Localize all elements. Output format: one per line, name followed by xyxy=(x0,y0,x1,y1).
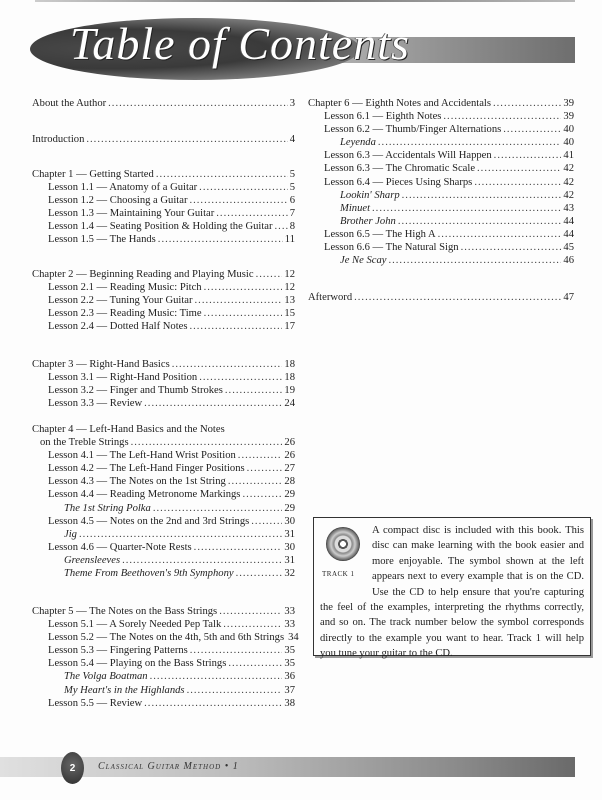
toc-entry-title: Lesson 6.3 — The Chromatic Scale xyxy=(324,163,476,175)
cd-disc-icon xyxy=(326,527,360,561)
toc-entry xyxy=(32,281,295,294)
dot-leader xyxy=(461,241,562,254)
toc-entry xyxy=(32,462,295,475)
dot-leader xyxy=(194,541,283,554)
dot-leader xyxy=(242,488,282,501)
toc-entry-title: Lesson 2.1 — Reading Music: Pitch xyxy=(48,282,202,294)
toc-entry-page: 36 xyxy=(284,671,295,683)
page-title: Table of Contents xyxy=(70,18,410,69)
dot-leader xyxy=(354,291,561,304)
toc-entry xyxy=(32,644,295,657)
cd-info-box xyxy=(313,517,591,660)
toc-entry-title: on the Treble Strings xyxy=(40,437,129,449)
toc-entry-page: 7 xyxy=(289,208,295,220)
toc-entry xyxy=(32,657,295,670)
toc-entry xyxy=(308,254,574,267)
dot-leader xyxy=(187,684,283,697)
toc-entry-title: Chapter 2 — Beginning Reading and Playing Music xyxy=(32,269,254,280)
dot-leader xyxy=(199,371,282,384)
toc-entry xyxy=(32,449,295,462)
toc-entry-page: 27 xyxy=(284,463,295,475)
toc-group xyxy=(32,268,295,333)
toc-entry-page: 40 xyxy=(563,124,574,136)
toc-entry xyxy=(308,215,574,228)
dot-leader xyxy=(150,670,283,683)
dot-leader xyxy=(144,397,282,410)
toc-entry-page: 19 xyxy=(284,385,295,397)
toc-entry-title: Chapter 5 — The Notes on the Bass Strings xyxy=(32,606,218,617)
dot-leader xyxy=(378,136,562,149)
toc-entry xyxy=(32,358,295,371)
dot-leader xyxy=(275,220,288,233)
toc-entry xyxy=(32,397,295,410)
dot-leader xyxy=(190,644,283,657)
toc-entry-page: 41 xyxy=(563,150,574,162)
toc-entry-title: Lesson 6.5 — The High A xyxy=(324,228,436,240)
toc-entry-page: 15 xyxy=(284,308,295,320)
dot-leader xyxy=(493,97,561,110)
toc-entry-title: Lesson 6.4 — Pieces Using Sharps xyxy=(324,176,473,188)
toc-entry xyxy=(32,268,295,281)
toc-entry-page: 42 xyxy=(563,176,574,188)
toc-group xyxy=(32,358,295,410)
toc-entry-page: 30 xyxy=(284,515,295,527)
dot-leader xyxy=(156,168,288,181)
dot-leader xyxy=(219,605,282,618)
toc-entry xyxy=(32,502,295,515)
dot-leader xyxy=(204,281,283,294)
toc-entry-page: 13 xyxy=(284,295,295,307)
toc-entry xyxy=(32,168,295,181)
toc-entry xyxy=(32,515,295,528)
toc-entry-page: 8 xyxy=(289,221,295,233)
dot-leader xyxy=(79,528,282,541)
toc-entry-title: Lesson 4.3 — The Notes on the 1st String xyxy=(48,476,226,488)
toc-entry-page: 31 xyxy=(284,554,295,566)
dot-leader xyxy=(443,110,561,123)
toc-entry xyxy=(32,475,295,488)
toc-entry-title: Chapter 1 — Getting Started xyxy=(32,169,154,180)
toc-entry xyxy=(308,149,574,162)
toc-entry-page: 6 xyxy=(289,195,295,207)
toc-entry-page: 32 xyxy=(284,568,295,580)
dot-leader xyxy=(144,697,282,710)
toc-entry-title: Lesson 4.6 — Quarter-Note Rests xyxy=(48,541,192,553)
toc-entry xyxy=(32,97,295,110)
toc-entry-title: Minuet xyxy=(340,202,371,214)
toc-entry-page: 35 xyxy=(284,645,295,657)
toc-entry xyxy=(32,436,295,449)
dot-leader xyxy=(131,436,283,449)
toc-entry-title: Lesson 5.3 — Fingering Patterns xyxy=(48,645,188,657)
toc-entry-title: Lesson 3.2 — Finger and Thumb Strokes xyxy=(48,385,223,397)
toc-entry xyxy=(32,605,295,618)
toc-entry-page: 39 xyxy=(563,98,574,109)
toc-entry-title: My Heart's in the Highlands xyxy=(64,684,185,696)
dot-leader xyxy=(474,176,561,189)
toc-entry-title: Lesson 6.2 — Thumb/Finger Alternations xyxy=(324,124,502,136)
toc-entry-page: 31 xyxy=(284,528,295,540)
toc-entry-page: 44 xyxy=(563,228,574,240)
toc-entry-page: 44 xyxy=(563,215,574,227)
toc-entry xyxy=(308,241,574,254)
toc-entry-page: 42 xyxy=(563,189,574,201)
toc-entry-page: 17 xyxy=(284,321,295,333)
dot-leader xyxy=(195,294,283,307)
dot-leader xyxy=(402,189,562,202)
toc-entry-title: Lesson 1.2 — Choosing a Guitar xyxy=(48,195,188,207)
toc-entry-page: 42 xyxy=(563,163,574,175)
dot-leader xyxy=(86,133,287,146)
toc-entry-title: Lookin' Sharp xyxy=(340,189,400,201)
toc-entry-page: 26 xyxy=(284,437,295,449)
dot-leader xyxy=(251,515,282,528)
track-label: TRACK 1 xyxy=(322,570,355,578)
toc-entry-title: Lesson 5.4 — Playing on the Bass Strings xyxy=(48,658,227,670)
toc-entry-page: 12 xyxy=(284,282,295,294)
toc-entry-page: 39 xyxy=(563,111,574,123)
toc-entry-title: Lesson 5.5 — Review xyxy=(48,697,143,709)
toc-entry-title: The 1st String Polka xyxy=(64,502,151,514)
toc-entry-page: 45 xyxy=(563,242,574,254)
dot-leader xyxy=(225,384,283,397)
toc-entry xyxy=(32,307,295,320)
toc-entry-title: Je Ne Scay xyxy=(340,255,387,267)
toc-entry xyxy=(32,488,295,501)
page-number: 2 xyxy=(69,762,76,774)
toc-entry-title: Lesson 4.5 — Notes on the 2nd and 3rd Strings xyxy=(48,515,250,527)
toc-entry xyxy=(308,110,574,123)
dot-leader xyxy=(388,254,561,267)
toc-entry xyxy=(32,684,295,697)
toc-entry-page: 11 xyxy=(284,234,295,246)
toc-entry xyxy=(32,220,295,233)
toc-entry-page: 38 xyxy=(284,697,295,709)
toc-entry-page: 12 xyxy=(284,269,295,280)
dot-leader xyxy=(204,307,283,320)
toc-entry xyxy=(32,554,295,567)
toc-group xyxy=(32,423,295,580)
dot-leader xyxy=(438,228,562,241)
toc-entry-page: 5 xyxy=(289,169,295,180)
toc-entry xyxy=(32,133,295,146)
toc-entry xyxy=(308,228,574,241)
toc-entry xyxy=(308,202,574,215)
toc-entry xyxy=(32,294,295,307)
toc-entry xyxy=(32,371,295,384)
toc-entry-page: 24 xyxy=(284,398,295,410)
toc-entry xyxy=(308,136,574,149)
toc-entry xyxy=(308,176,574,189)
cd-symbol xyxy=(320,523,366,599)
toc-entry xyxy=(308,291,574,304)
dot-leader xyxy=(494,149,562,162)
toc-entry-page: 40 xyxy=(563,137,574,149)
toc-entry xyxy=(32,670,295,683)
toc-entry xyxy=(308,97,574,110)
toc-entry-title: Lesson 1.4 — Seating Position & Holding the Guitar xyxy=(48,221,273,233)
toc-entry-title: Lesson 1.5 — The Hands xyxy=(48,234,156,246)
toc-entry-page: 3 xyxy=(289,98,295,109)
footer-book-title: Classical Guitar Method • 1 xyxy=(98,761,239,772)
toc-entry xyxy=(32,233,295,246)
toc-group xyxy=(32,168,295,247)
page-number-badge xyxy=(61,752,84,784)
toc-group xyxy=(32,133,295,146)
toc-entry-title: Theme From Beethoven's 9th Symphony xyxy=(64,568,234,580)
cd-info-text: A compact disc is included with this book. This disc can make learning with the book easier and more enjoyable. The symbol shown at the left appears next to every example that is on the CD. Use the CD to help ensure that you're capturing the feel of the examples, interpreting the rhythms correctly, and so on. The track number below the symbol corresponds directly to the example you want to hear. Track 1 will help you tune your guitar to the CD. xyxy=(320,525,584,660)
toc-entry xyxy=(32,567,295,580)
toc-entry-page: 18 xyxy=(284,359,295,370)
toc-entry-title: Lesson 4.2 — The Left-Hand Finger Positions xyxy=(48,463,245,475)
toc-group xyxy=(308,97,574,267)
toc-entry xyxy=(32,541,295,554)
dot-leader xyxy=(228,475,283,488)
dot-leader xyxy=(477,162,561,175)
toc-entry-title: Lesson 1.1 — Anatomy of a Guitar xyxy=(48,182,198,194)
toc-entry xyxy=(32,384,295,397)
toc-group xyxy=(32,97,295,110)
toc-entry xyxy=(32,631,299,644)
toc-entry xyxy=(32,697,295,710)
dot-leader xyxy=(189,194,287,207)
toc-entry-title: Lesson 6.1 — Eighth Notes xyxy=(324,111,442,123)
toc-entry-title: The Volga Boatman xyxy=(64,671,148,683)
dot-leader xyxy=(153,502,283,515)
toc-entry-title: Introduction xyxy=(32,134,85,145)
toc-entry-title: Brother John xyxy=(340,215,396,227)
dot-leader xyxy=(108,97,288,110)
toc-entry-page: 29 xyxy=(284,502,295,514)
toc-entry xyxy=(32,181,295,194)
toc-entry-title: Lesson 3.3 — Review xyxy=(48,398,143,410)
dot-leader xyxy=(503,123,561,136)
toc-entry-title: Greensleeves xyxy=(64,554,121,566)
toc-entry xyxy=(308,123,574,136)
toc-entry xyxy=(308,189,574,202)
toc-entry-title: Lesson 5.2 — The Notes on the 4th, 5th and 6th Strings xyxy=(48,632,285,644)
dot-leader xyxy=(236,567,283,580)
toc-entry-page: 28 xyxy=(284,476,295,488)
toc-entry xyxy=(32,320,295,333)
toc-entry-title: Lesson 2.4 — Dotted Half Notes xyxy=(48,321,188,333)
toc-entry-title: Lesson 6.6 — The Natural Sign xyxy=(324,242,459,254)
dot-leader xyxy=(398,215,562,228)
dot-leader xyxy=(199,181,288,194)
toc-entry-page: 26 xyxy=(284,450,295,462)
toc-entry-title: Lesson 2.2 — Tuning Your Guitar xyxy=(48,295,193,307)
toc-entry xyxy=(32,528,295,541)
footer-bar xyxy=(0,757,575,777)
dot-leader xyxy=(238,449,283,462)
toc-entry xyxy=(32,618,295,631)
toc-entry-page: 33 xyxy=(284,606,295,617)
toc-entry-title: Lesson 3.1 — Right-Hand Position xyxy=(48,372,198,384)
dot-leader xyxy=(247,462,283,475)
toc-entry-title: Afterword xyxy=(308,292,353,303)
toc-entry-title: About the Author xyxy=(32,98,107,109)
dot-leader xyxy=(256,268,283,281)
toc-entry-title: Lesson 4.1 — The Left-Hand Wrist Position xyxy=(48,450,236,462)
toc-entry-page: 18 xyxy=(284,372,295,384)
top-rule xyxy=(35,0,575,2)
toc-entry-title: Chapter 4 — Left-Hand Basics and the Notes xyxy=(32,424,225,435)
toc-entry xyxy=(308,162,574,175)
toc-entry-page: 46 xyxy=(563,255,574,267)
toc-group xyxy=(32,605,299,710)
dot-leader xyxy=(223,618,282,631)
toc-entry-page: 47 xyxy=(563,292,574,303)
toc-group xyxy=(308,291,574,304)
toc-entry-title: Chapter 6 — Eighth Notes and Accidentals xyxy=(308,98,491,109)
toc-entry-title: Leyenda xyxy=(340,137,376,149)
toc-entry-title: Lesson 1.3 — Maintaining Your Guitar xyxy=(48,208,215,220)
toc-entry-page: 37 xyxy=(284,684,295,696)
dot-leader xyxy=(122,554,282,567)
toc-entry-page: 34 xyxy=(288,632,299,644)
toc-entry-title: Lesson 4.4 — Reading Metronome Markings xyxy=(48,489,241,501)
dot-leader xyxy=(158,233,283,246)
toc-entry-page: 43 xyxy=(563,202,574,214)
toc-entry-page: 35 xyxy=(284,658,295,670)
dot-leader xyxy=(216,207,287,220)
dot-leader xyxy=(372,202,561,215)
toc-entry-title: Lesson 6.3 — Accidentals Will Happen xyxy=(324,150,492,162)
toc-entry xyxy=(32,194,295,207)
toc-entry-title: Lesson 2.3 — Reading Music: Time xyxy=(48,308,202,320)
dot-leader xyxy=(228,657,282,670)
toc-entry-page: 30 xyxy=(284,541,295,553)
toc-entry-page: 33 xyxy=(284,619,295,631)
toc-entry-page: 5 xyxy=(289,182,295,194)
toc-entry xyxy=(32,423,295,436)
toc-entry-page: 4 xyxy=(289,134,295,145)
toc-entry xyxy=(32,207,295,220)
toc-entry-title: Jig xyxy=(64,528,77,540)
toc-entry-title: Chapter 3 — Right-Hand Basics xyxy=(32,359,170,370)
dot-leader xyxy=(172,358,283,371)
dot-leader xyxy=(189,320,282,333)
toc-entry-title: Lesson 5.1 — A Sorely Needed Pep Talk xyxy=(48,619,222,631)
toc-entry-page: 29 xyxy=(284,489,295,501)
